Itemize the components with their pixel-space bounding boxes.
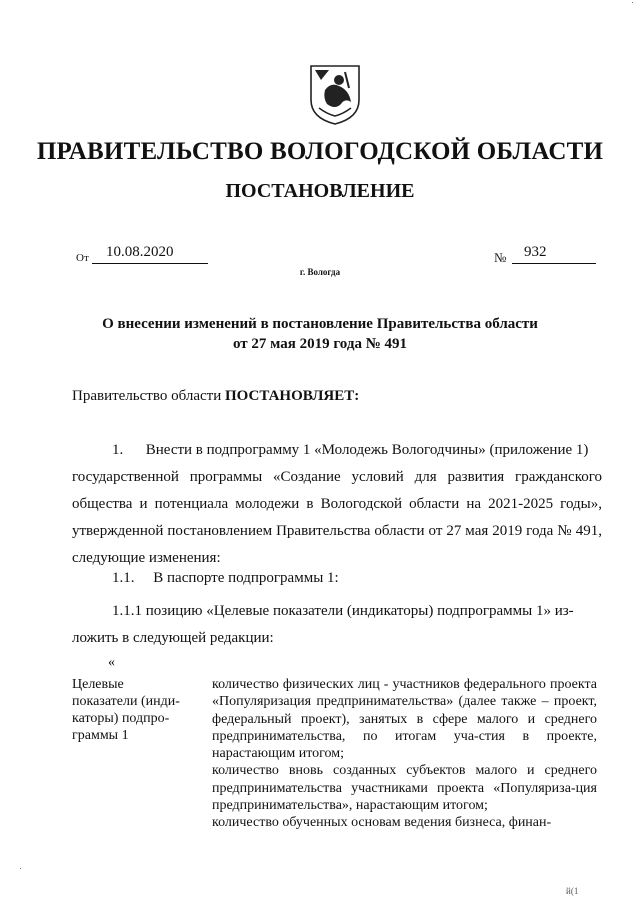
document-type: ПОСТАНОВЛЕНИЕ bbox=[225, 180, 415, 202]
paragraph-1-1: 1.1. В паспорте подпрограммы 1: bbox=[112, 570, 339, 586]
page-mark: й(1 bbox=[566, 886, 579, 896]
subject-line-1: О внесении изменений в постановление Правительства области bbox=[102, 316, 538, 332]
government-title: ПРАВИТЕЛЬСТВО ВОЛОГОДСКОЙ ОБЛАСТИ bbox=[36, 138, 604, 165]
number-prefix: № bbox=[494, 250, 507, 265]
document-number: 932 bbox=[512, 244, 596, 264]
scan-speck bbox=[20, 868, 21, 869]
coat-of-arms-emblem bbox=[305, 60, 365, 128]
indicator-2: количество вновь созданных субъектов малого и среднего предпринимательства участниками проекта «Популяриза-ция предпринимательства», нарастающим итогом; bbox=[212, 763, 597, 814]
date-prefix: От bbox=[76, 252, 89, 264]
paragraph-1-1-1 bbox=[72, 598, 602, 652]
table-left-cell: Целевые показатели (инди-каторы) подпро-граммы 1 bbox=[72, 677, 180, 743]
scan-speck bbox=[632, 2, 633, 3]
preamble bbox=[72, 388, 359, 405]
document-date: 10.08.2020 bbox=[92, 244, 208, 264]
city: г. Вологда bbox=[299, 267, 341, 277]
table-right-cell bbox=[212, 676, 597, 832]
preamble-bold: ПОСТАНОВЛЯЕТ: bbox=[224, 388, 360, 404]
indicator-1: количество физических лиц - участников федерального проекта «Популяризация предпринимательства» (далее также – проект, федеральный проект), занятых в сфере малого и среднего предпринимательства, по итогам уча-стия в проекте, нарастающим итогом; bbox=[212, 677, 597, 762]
indicator-3: количество обученных основам ведения бизнеса, финан- bbox=[212, 815, 552, 831]
subject-line-2: от 27 мая 2019 года № 491 bbox=[232, 336, 408, 352]
paragraph-1-rest: государственной программы «Создание условий для развития гражданского общества и потенциала молодежи в Вологодской области на 2021-2025 годы», утвержденной постановлением Правительства области от 27 мая 2019 года № 491, следующие изменения: bbox=[72, 469, 602, 566]
quote-open: « bbox=[108, 655, 115, 670]
paragraph-1 bbox=[72, 437, 602, 572]
document-subject bbox=[0, 314, 640, 354]
paragraph-1-line-1: 1. Внести в подпрограмму 1 «Молодежь Вологодчины» (приложение 1) bbox=[112, 442, 589, 458]
paragraph-1-1-1-line-1: 1.1.1 позицию «Целевые показатели (индикаторы) подпрограммы 1» из- bbox=[112, 603, 574, 619]
preamble-text: Правительство области bbox=[72, 388, 225, 404]
paragraph-1-1-1-line-2: ложить в следующей редакции: bbox=[72, 630, 274, 646]
